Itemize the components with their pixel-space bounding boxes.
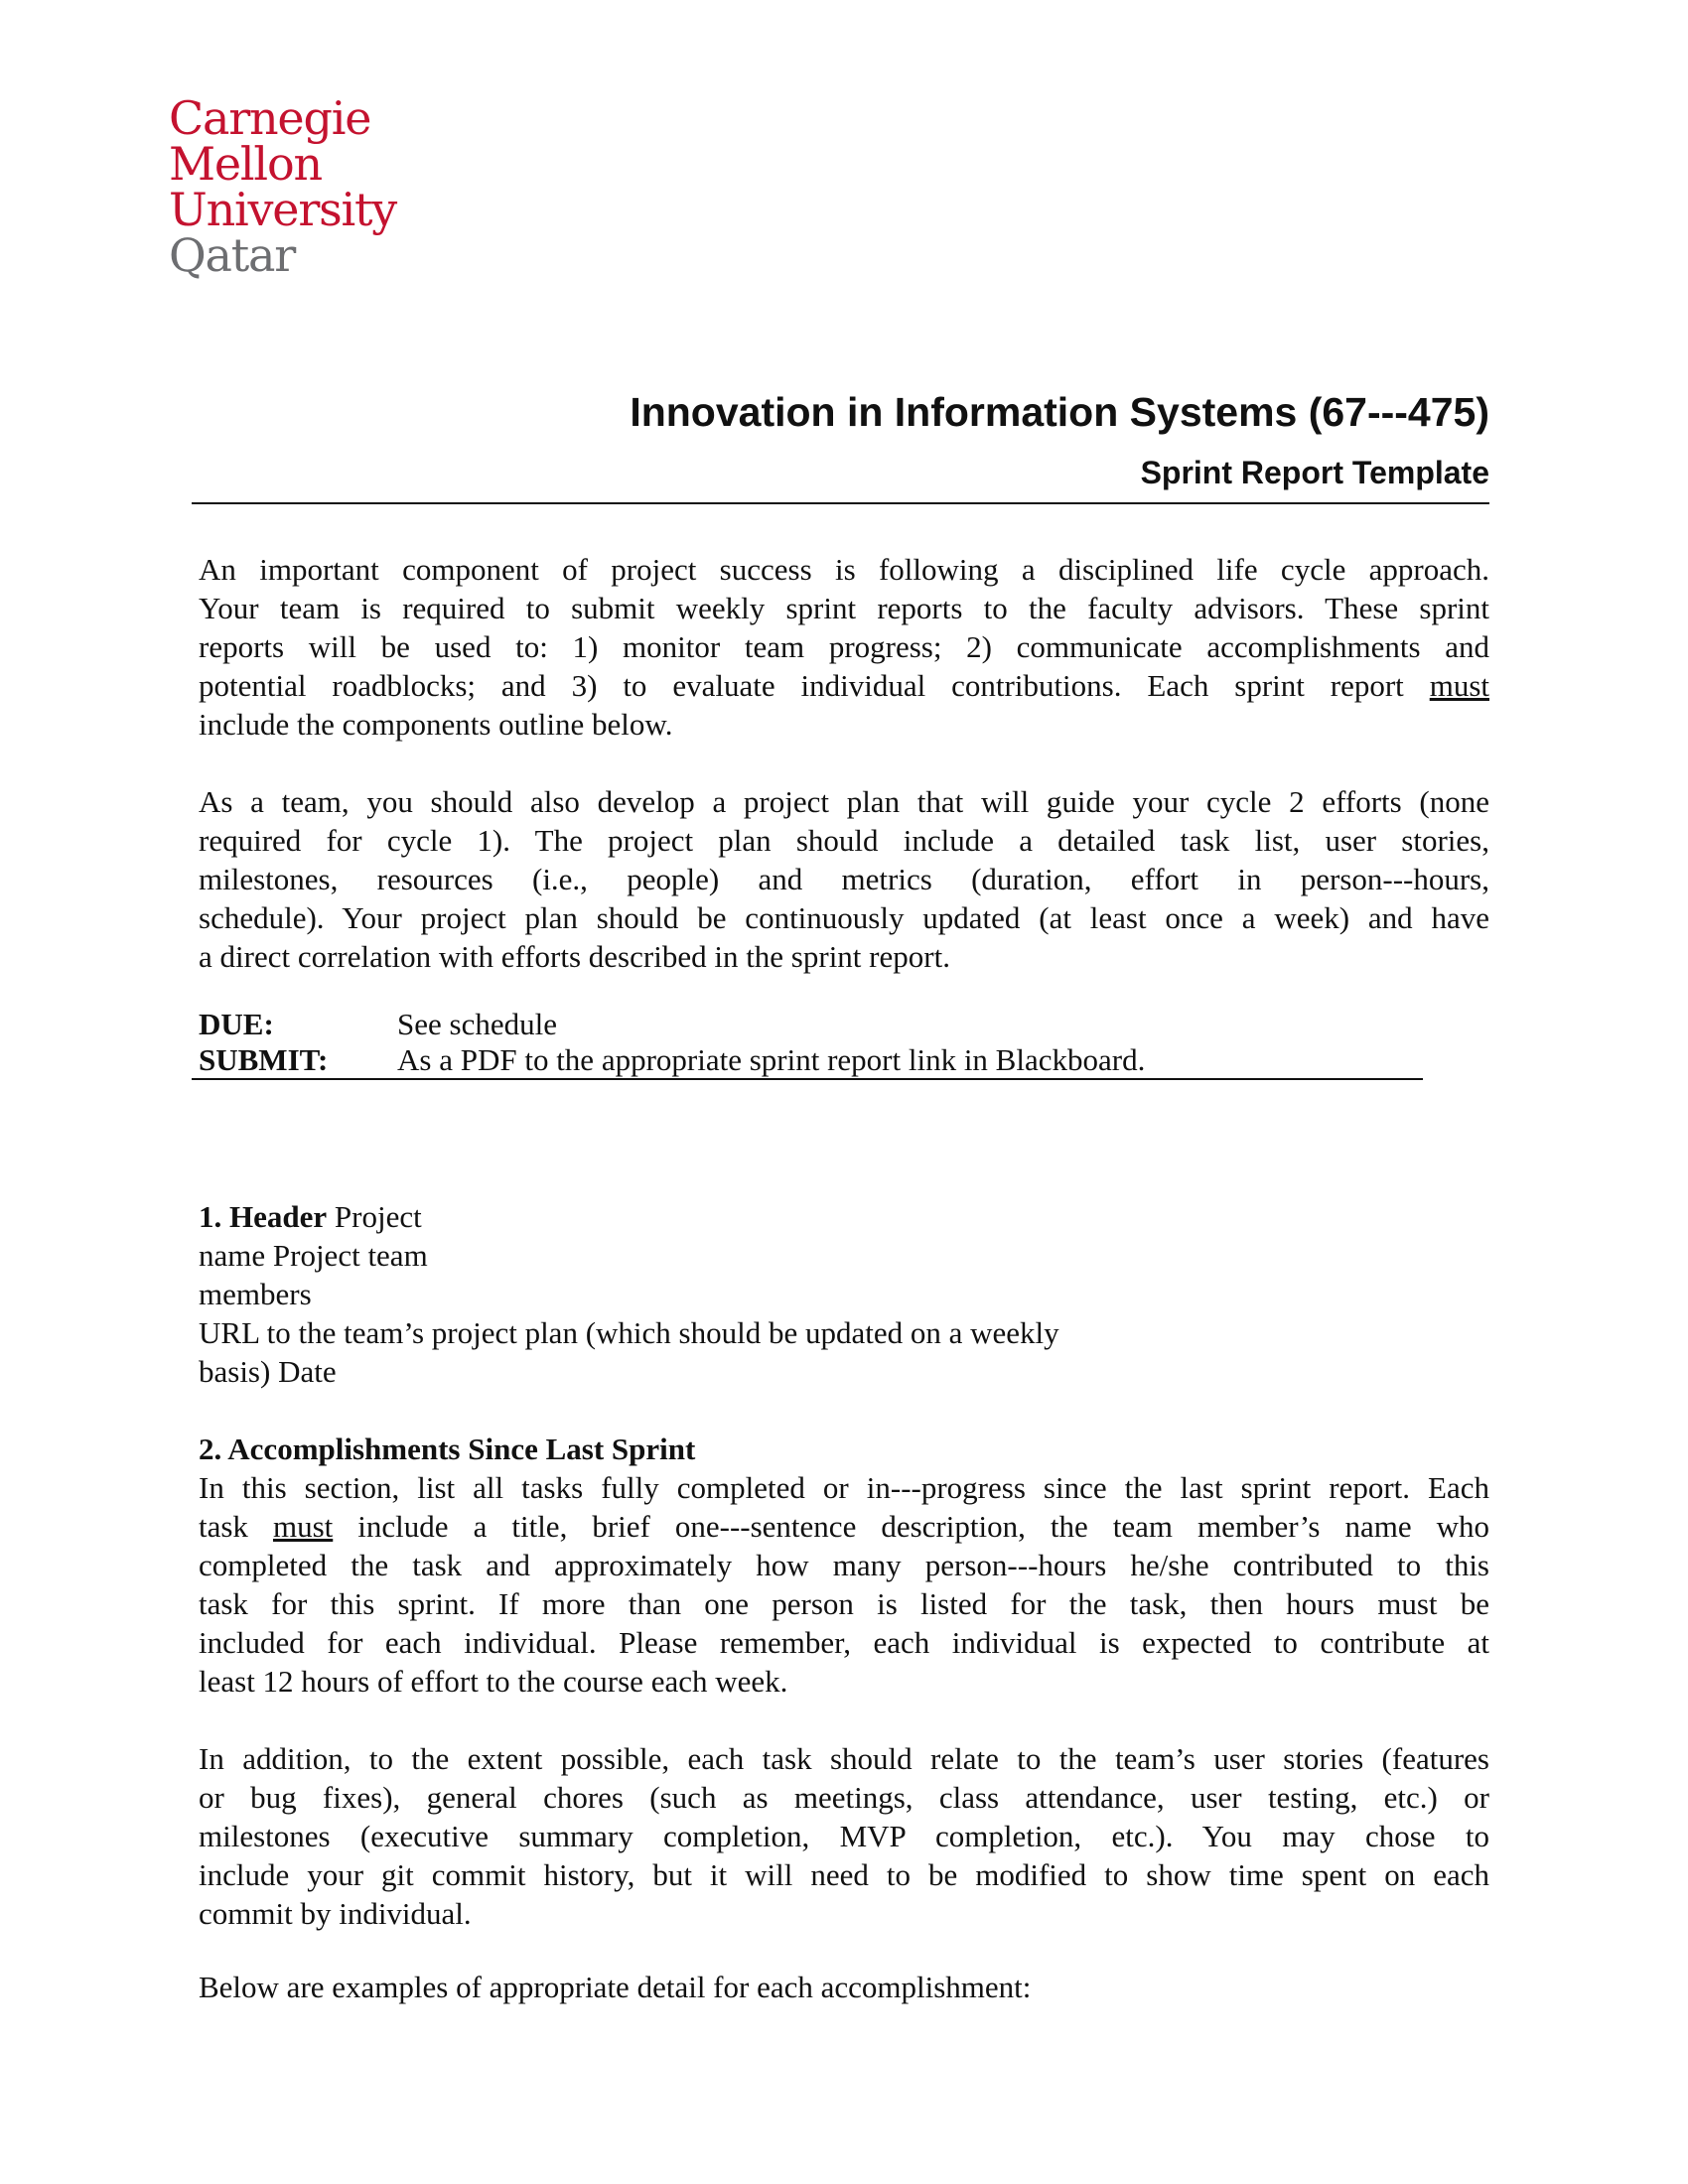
section1-line: URL to the team’s project plan (which should be updated on a weekly [199,1315,1059,1350]
section2-line: task for this sprint. If more than one person is listed for the task, then hours must be [199,1586,1489,1621]
plan-paragraph [199,782,1489,976]
intro-line: reports will be used to: 1) monitor team progress; 2) communicate accomplishments and [199,629,1489,664]
title-divider [192,502,1489,504]
submit-label: SUBMIT: [199,1042,329,1077]
section2-heading: 2. Accomplishments Since Last Sprint [199,1432,696,1466]
section2-line-text: include a title, brief one---sentence description, the team member’s name who [357,1509,1490,1544]
examples-intro [199,1968,1489,2006]
section1-line: name Project team [199,1238,428,1273]
section2-line: least 12 hours of effort to the course each week. [199,1664,788,1699]
section2-line-text: task [199,1509,248,1544]
plan-line: a direct correlation with efforts described in the sprint report. [199,939,950,974]
due-label: DUE: [199,1007,274,1041]
intro-line: include the components outline below. [199,707,673,742]
due-row [199,1007,557,1042]
submit-divider [192,1078,1423,1080]
section2-line: In addition, to the extent possible, each task should relate to the team’s user stories (features [199,1741,1489,1776]
examples-intro-text: Below are examples of appropriate detail for each accomplishment: [199,1970,1032,2004]
must-emphasis: must [272,1509,334,1544]
section2-line: included for each individual. Please remember, each individual is expected to contribute at [199,1625,1489,1660]
submit-value: As a PDF to the appropriate sprint report link in Blackboard. [397,1042,1146,1077]
section1-line: basis) Date [199,1354,337,1389]
section2-paragraph-1 [199,1468,1489,1701]
section2-line: commit by individual. [199,1896,472,1931]
submit-row [199,1042,1145,1078]
section2-line: In this section, list all tasks fully completed or in---progress since the last sprint report. Each [199,1470,1489,1505]
intro-line-text: potential roadblocks; and 3) to evaluate individual contributions. Each sprint report [199,668,1404,703]
must-emphasis: must [1429,668,1490,703]
section2-line: completed the task and approximately how many person---hours he/she contributed to this [199,1548,1489,1582]
document-title: Innovation in Information Systems (67---475) [630,389,1489,435]
logo-line-carnegie: Carnegie [169,91,371,145]
section2-paragraph-2 [199,1739,1489,1933]
intro-line [199,666,1489,705]
section2-line: or bug fixes), general chores (such as meetings, class attendance, user testing, etc.) or [199,1780,1489,1815]
logo-line-university: University [169,183,397,236]
cmu-qatar-logo [169,91,427,282]
intro-paragraph [199,550,1489,744]
document-subtitle: Sprint Report Template [1140,455,1489,490]
intro-line: Your team is required to submit weekly sprint reports to the faculty advisors. These sprint [199,591,1489,625]
section2-line: include your git commit history, but it will need to be modified to show time spent on each [199,1857,1489,1892]
due-value: See schedule [397,1007,557,1041]
plan-line: As a team, you should also develop a project plan that will guide your cycle 2 efforts (none [199,784,1489,819]
section2-heading-block [199,1430,1489,1468]
intro-line: An important component of project success is following a disciplined life cycle approach. [199,552,1489,587]
plan-line: schedule). Your project plan should be continuously updated (at least once a week) and have [199,900,1489,935]
logo-line-mellon: Mellon [169,137,322,191]
logo-line-qatar: Qatar [169,228,296,282]
section2-line: milestones (executive summary completion, MVP completion, etc.). You may chose to [199,1819,1489,1853]
section1-line: members [199,1277,312,1311]
section2-line [199,1507,1489,1546]
section1-heading: 1. Header [199,1199,328,1234]
section1-text: Project [334,1199,422,1234]
plan-line: milestones, resources (i.e., people) and metrics (duration, effort in person---hours, [199,862,1489,896]
section1-first-line [199,1197,1489,1236]
plan-line: required for cycle 1). The project plan should include a detailed task list, user stories, [199,823,1489,858]
section-header-block [199,1197,1489,1391]
